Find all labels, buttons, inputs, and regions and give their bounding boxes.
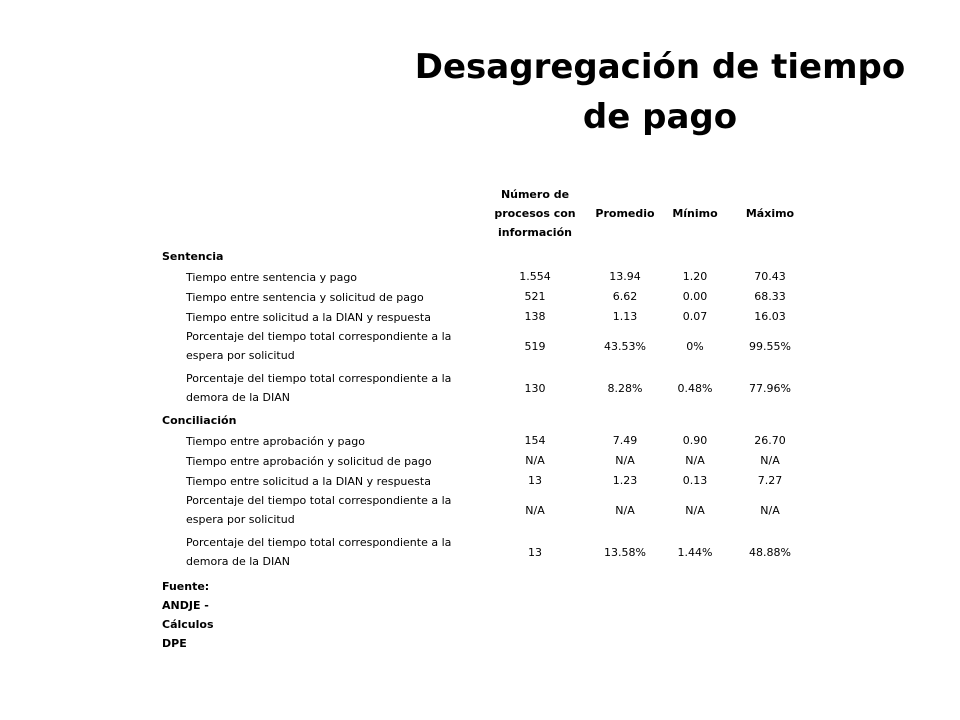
row-label-line: Porcentaje del tiempo total correspondiente a la [186,372,452,385]
header-min: Mínimo [672,207,718,220]
header-max: Máximo [745,207,795,220]
cell-count: 13 [528,474,542,487]
row-label-line: Tiempo entre solicitud a la DIAN y respuesta [186,311,431,324]
cell-min: 0.00 [682,290,708,303]
header-avg: Promedio [595,207,655,220]
cell-count: N/A [525,454,545,467]
cell-min: 0.90 [682,434,708,447]
cell-max: N/A [760,504,780,517]
cell-max: 77.96% [749,382,791,395]
cell-max: 16.03 [754,310,786,323]
cell-avg: 7.49 [612,434,638,447]
cell-avg: 1.23 [612,474,638,487]
section-header: Conciliación [162,414,237,427]
cell-count: 519 [524,340,546,353]
row-label-line: Tiempo entre sentencia y solicitud de pago [186,291,424,304]
row-label [186,268,486,287]
cell-max: N/A [760,454,780,467]
cell-min: 0.07 [682,310,708,323]
cell-max: 99.55% [749,340,791,353]
header-count [480,185,590,242]
header-count-line-3: información [498,226,572,239]
cell-avg: 1.13 [612,310,638,323]
cell-min: 0.13 [682,474,708,487]
cell-max: 26.70 [754,434,786,447]
title-line-2: de pago [582,97,738,137]
cell-min: 0.48% [677,382,713,395]
cell-count: 130 [524,382,546,395]
header-count-line-1: Número de [500,188,570,201]
section-header: Sentencia [162,250,224,263]
source-note: Fuente: ANDJE - Cálculos DPE [162,580,214,650]
row-label [186,327,486,365]
cell-avg: 13.58% [604,546,646,559]
row-label-line: demora de la DIAN [186,555,290,568]
cell-count: 154 [524,434,546,447]
row-label [186,308,486,327]
row-label [186,432,486,451]
row-label-line: Porcentaje del tiempo total correspondiente a la [186,330,452,343]
cell-max: 70.43 [754,270,786,283]
cell-min: 1.44% [677,546,713,559]
row-label [186,472,486,491]
row-label [186,288,486,307]
cell-min: 1.20 [682,270,708,283]
header-count-line-2: procesos con [494,207,576,220]
row-label [186,369,486,407]
cell-count: 1.554 [519,270,551,283]
row-label [186,491,486,529]
row-label-line: Tiempo entre aprobación y solicitud de pago [186,455,432,468]
cell-avg: N/A [615,454,635,467]
page-title [400,42,920,142]
cell-avg: 43.53% [604,340,646,353]
cell-avg: 13.94 [609,270,641,283]
row-label-line: Tiempo entre solicitud a la DIAN y respuesta [186,475,431,488]
row-label-line: espera por solicitud [186,349,295,362]
row-label-line: Tiempo entre aprobación y pago [186,435,365,448]
row-label [186,533,486,571]
cell-avg: 8.28% [607,382,643,395]
row-label-line: Tiempo entre sentencia y pago [186,271,358,284]
cell-min: N/A [685,504,705,517]
cell-max: 7.27 [757,474,783,487]
cell-count: N/A [525,504,545,517]
cell-min: 0% [686,340,704,353]
cell-max: 68.33 [754,290,786,303]
cell-avg: N/A [615,504,635,517]
cell-count: 521 [524,290,546,303]
cell-max: 48.88% [749,546,791,559]
cell-count: 138 [524,310,546,323]
title-line-1: Desagregación de tiempo [414,47,906,87]
cell-count: 13 [528,546,542,559]
row-label [186,452,486,471]
cell-min: N/A [685,454,705,467]
cell-avg: 6.62 [612,290,638,303]
row-label-line: Porcentaje del tiempo total correspondiente a la [186,536,452,549]
row-label-line: espera por solicitud [186,513,295,526]
row-label-line: Porcentaje del tiempo total correspondiente a la [186,494,452,507]
row-label-line: demora de la DIAN [186,391,290,404]
